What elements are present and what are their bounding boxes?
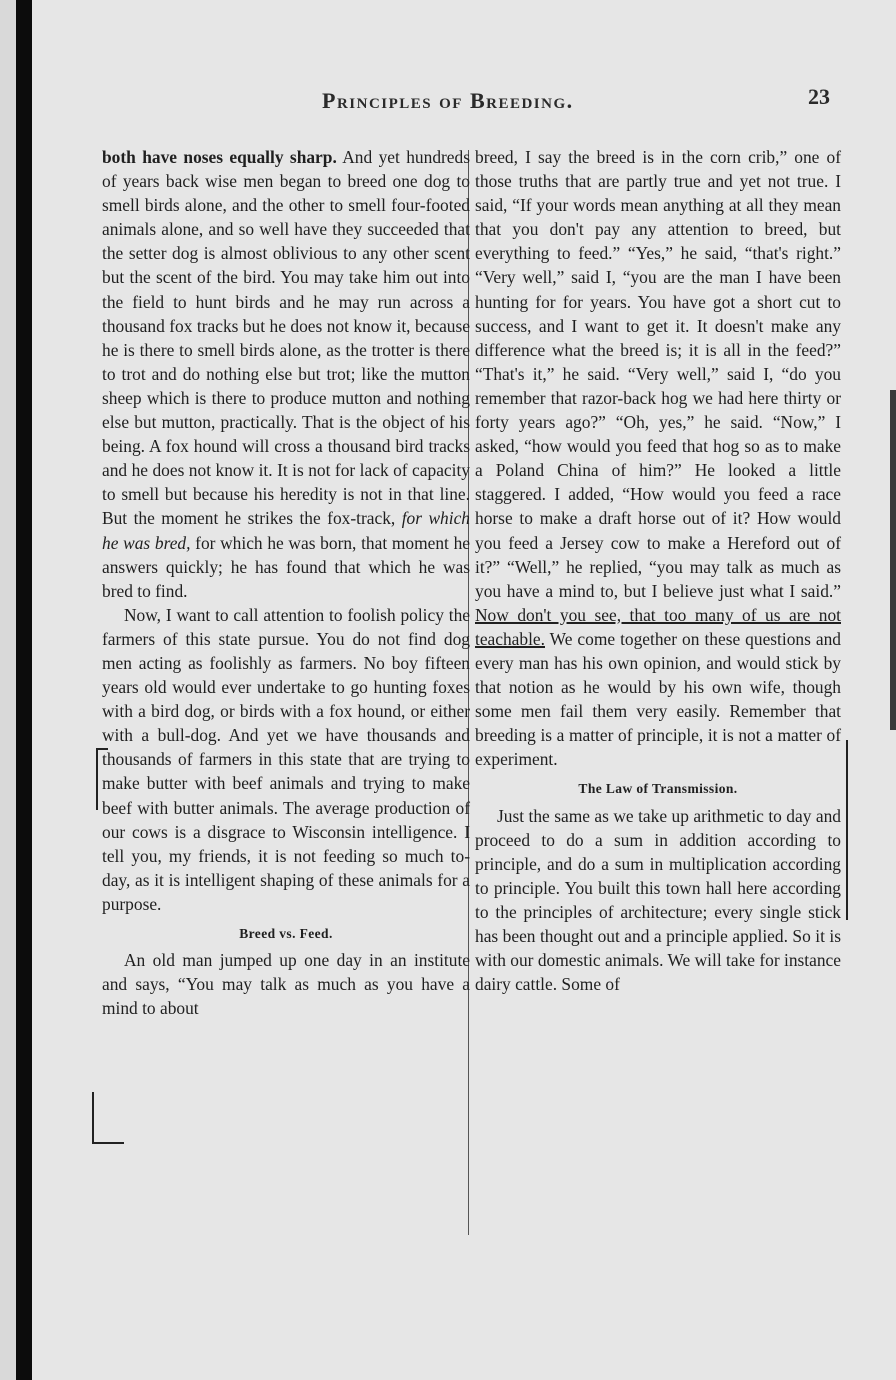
left-p1-text: And yet hundreds of years back wise men began to breed one dog to smell birds alone, and the other to smell four-footed animals alone, and so well have they succeeded that the setter dog is almost oblivious to any other scent but the scent of the bird. You may take him out into the field to hunt birds and he may run across a thousand fox tracks but he does not know it, because he is there to smell birds alone, as the trotter is there to trot and do nothing else but trot; like the mutton sheep which is there to produce mutton and nothing else but mutton, practically. That is the object of his being. A fox hound will cross a thousand bird tracks and he does not know it. It is not for lack of capacity to smell but because his heredity is not in that line. But the moment he strikes the fox-track, <box>102 147 470 529</box>
running-title: Principles of Breeding. <box>322 88 574 113</box>
left-paragraph-3: An old man jumped up one day in an institute and says, “You may talk as much as you have a mind to about <box>102 950 470 1019</box>
page-binding-edge <box>16 0 32 1380</box>
page-header <box>300 84 840 122</box>
pencil-bracket-mark-top <box>96 748 108 810</box>
right-p1-end: We come together on these questions and every man has his own opinion, and would stick by that notion as he would by his own wife, though some men fail them very easily. Remember that breeding is a matter of principle, it is not a matter of experiment. <box>475 628 841 770</box>
right-column <box>475 145 841 996</box>
pencil-bracket-mark-bottom <box>92 1092 124 1144</box>
left-paragraph-2: Now, I want to call attention to foolish policy the farmers of this state pursue. You do not find dog men acting as foolishly as farmers. No boy fifteen years old would ever undertake to go hunting foxes with a bird dog, or birds with a fox hound, or either with a bull-dog. And yet we have thousands and thousands of farmers in this state that are trying to make butter with beef animals and trying to make beef with butter animals. The average production of our cows is a disgrace to Wisconsin intelligence. I tell you, my friends, it is not feeding so much to-day, as it is intelligent shaping of these animals for a purpose. <box>102 604 470 914</box>
page-number: 23 <box>808 84 830 109</box>
page-right-edge <box>890 390 896 730</box>
subheading-law-of-transmission: The Law of Transmission. <box>578 781 738 797</box>
left-p1-end: for which he was born, that moment he answers quickly; he has found that which he was bred to find. <box>102 532 470 601</box>
right-p1-underlined: Now don't you see, that too many of us are not teachable. <box>475 604 841 649</box>
subheading-breed-vs-feed: Breed vs. Feed. <box>239 926 333 941</box>
right-paragraph-2: Just the same as we take up arithmetic to day and proceed to do a sum in addition according to principle, and do a sum in multiplication according to principle. You built this town hall here according to the principles of architecture; every single stick has been thought out and a principle applied. So it is with our domestic animals. We will take for instance dairy cattle. Some of <box>475 805 841 995</box>
left-column <box>102 145 470 1020</box>
right-paragraph-1 <box>475 145 841 771</box>
left-p1-italic: for which he was bred, <box>102 508 470 553</box>
right-p1-text: breed, I say the breed is in the corn crib,” one of those truths that are partly true and yet not true. I said, “If your words mean anything at all they mean that you don't pay any attention to breed, but everything to feed.” “Yes,” he said, “that's right.” “Very well,” said I, “you are the man I have been hunting for for years. You have got a short cut to success, and I want to get it. It doesn't make any difference what the breed is; it is all in the feed?” “That's it,” he said. “Very well,” said I, “do you remember that razor-back hog we had here thirty or forty years ago?” “Oh, yes,” he said. “Now,” I asked, “how would you feed that hog so as to make a Poland China of him?” He looked a little staggered. I added, “How would you feed a race horse to make a draft horse out of it? How would you feed a Jersey cow to make a Hereford out of it?” “Well,” he replied, “you may talk as much as you have a mind to, but I believe just what I said.” <box>475 147 841 601</box>
pencil-margin-line <box>846 740 848 920</box>
left-paragraph-1 <box>102 145 470 603</box>
left-p1-bold: both have noses equally sharp. <box>102 147 337 167</box>
